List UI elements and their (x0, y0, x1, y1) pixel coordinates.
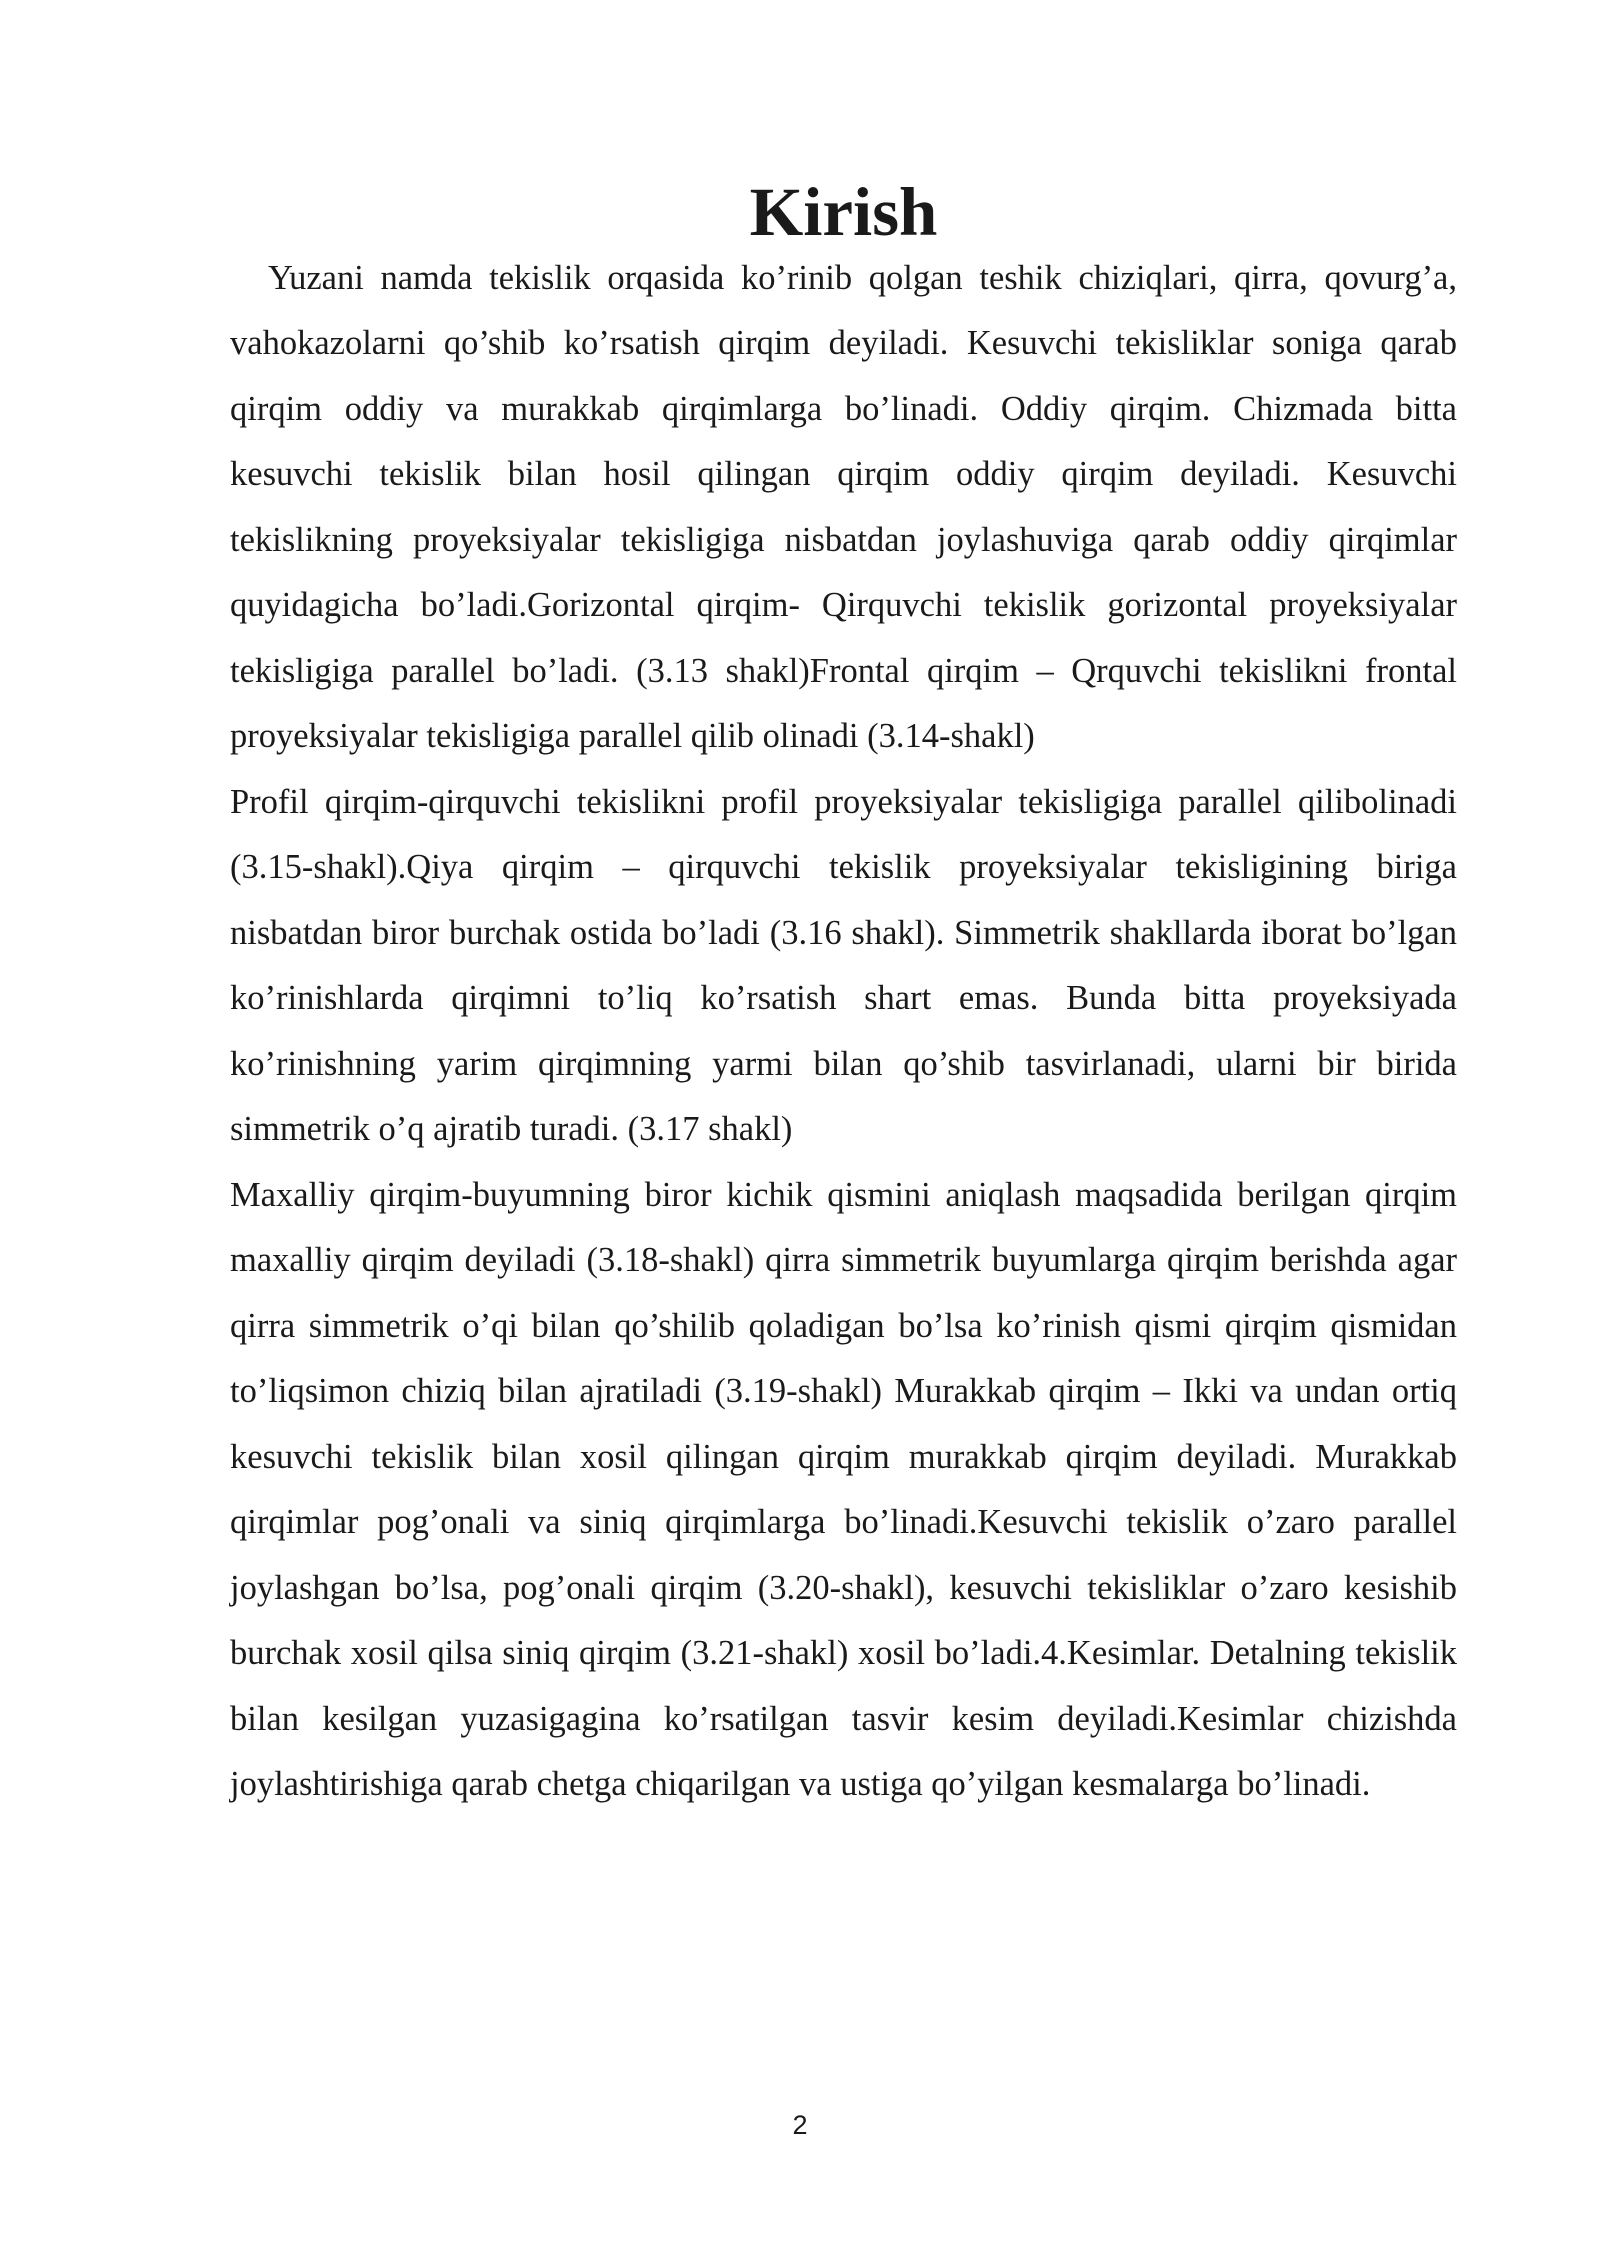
section-title: Kirish (749, 174, 938, 250)
page-content (230, 174, 1457, 1818)
paragraph-profil-qirqim: Profil qirqim-qirquvchi tekislikni profil proyeksiyalar tekisligiga parallel qilibolinadi (3.15-shakl).Qiya qirqim – qirquvchi tekislik proyeksiyalar tekisligining biriga nisbatdan biror burchak ostida bo’ladi (3.16 shakl). Simmetrik shakllarda iborat bo’lgan ko’rinishlarda qirqimni to’liq ko’rsatish shart emas. Bunda bitta proyeksiyada ko’rinishning yarim qirqimning yarmi bilan qo’shib tasvirlanadi, ularni bir birida simmetrik o’q ajratib turadi. (3.17 shakl) (230, 782, 1457, 1148)
paragraph-intro: Yuzani namda tekislik orqasida ko’rinib qolgan teshik chiziqlari, qirra, qovurg’a, vahokazolarni qo’shib ko’rsatish qirqim deyiladi. Kesuvchi tekisliklar soniga qarab qirqim oddiy va murakkab qirqimlarga bo’linadi. Oddiy qirqim. Chizmada bitta kesuvchi tekislik bilan hosil qilingan qirqim oddiy qirqim deyiladi. Kesuvchi tekislikning proyeksiyalar tekisligiga nisbatdan joylashuviga qarab oddiy qirqimlar quyidagicha bo’ladi.Gorizontal qirqim- Qirquvchi tekislik gorizontal proyeksiyalar tekisligiga parallel bo’ladi. (3.13 shakl)Frontal qirqim – Qrquvchi tekislikni frontal proyeksiyalar tekisligiga parallel qilib olinadi (3.14-shakl) (230, 258, 1457, 755)
paragraph-maxalliy-qirqim: Maxalliy qirqim-buyumning biror kichik qismini aniqlash maqsadida berilgan qirqim maxalliy qirqim deyiladi (3.18-shakl) qirra simmetrik buyumlarga qirqim berishda agar qirra simmetrik o’qi bilan qo’shilib qoladigan bo’lsa ko’rinish qismi qirqim qismidan to’liqsimon chiziq bilan ajratiladi (3.19-shakl) Murakkab qirqim – Ikki va undan ortiq kesuvchi tekislik bilan xosil qilingan qirqim murakkab qirqim deyiladi. Murakkab qirqimlar pog’onali va siniq qirqimlarga bo’linadi.Kesuvchi tekislik o’zaro parallel joylashgan bo’lsa, pog’onali qirqim (3.20-shakl), kesuvchi tekisliklar o’zaro kesishib burchak xosil qilsa siniq qirqim (3.21-shakl) xosil bo’ladi.4.Kesimlar. Detalning tekislik bilan kesilgan yuzasigagina ko’rsatilgan tasvir kesim deyiladi.Kesimlar chizishda joylashtirishiga qarab chetga chiqarilgan va ustiga qo’yilgan kesmalarga bo’linadi. (230, 1175, 1457, 1803)
page-number: 2 (792, 2110, 808, 2140)
